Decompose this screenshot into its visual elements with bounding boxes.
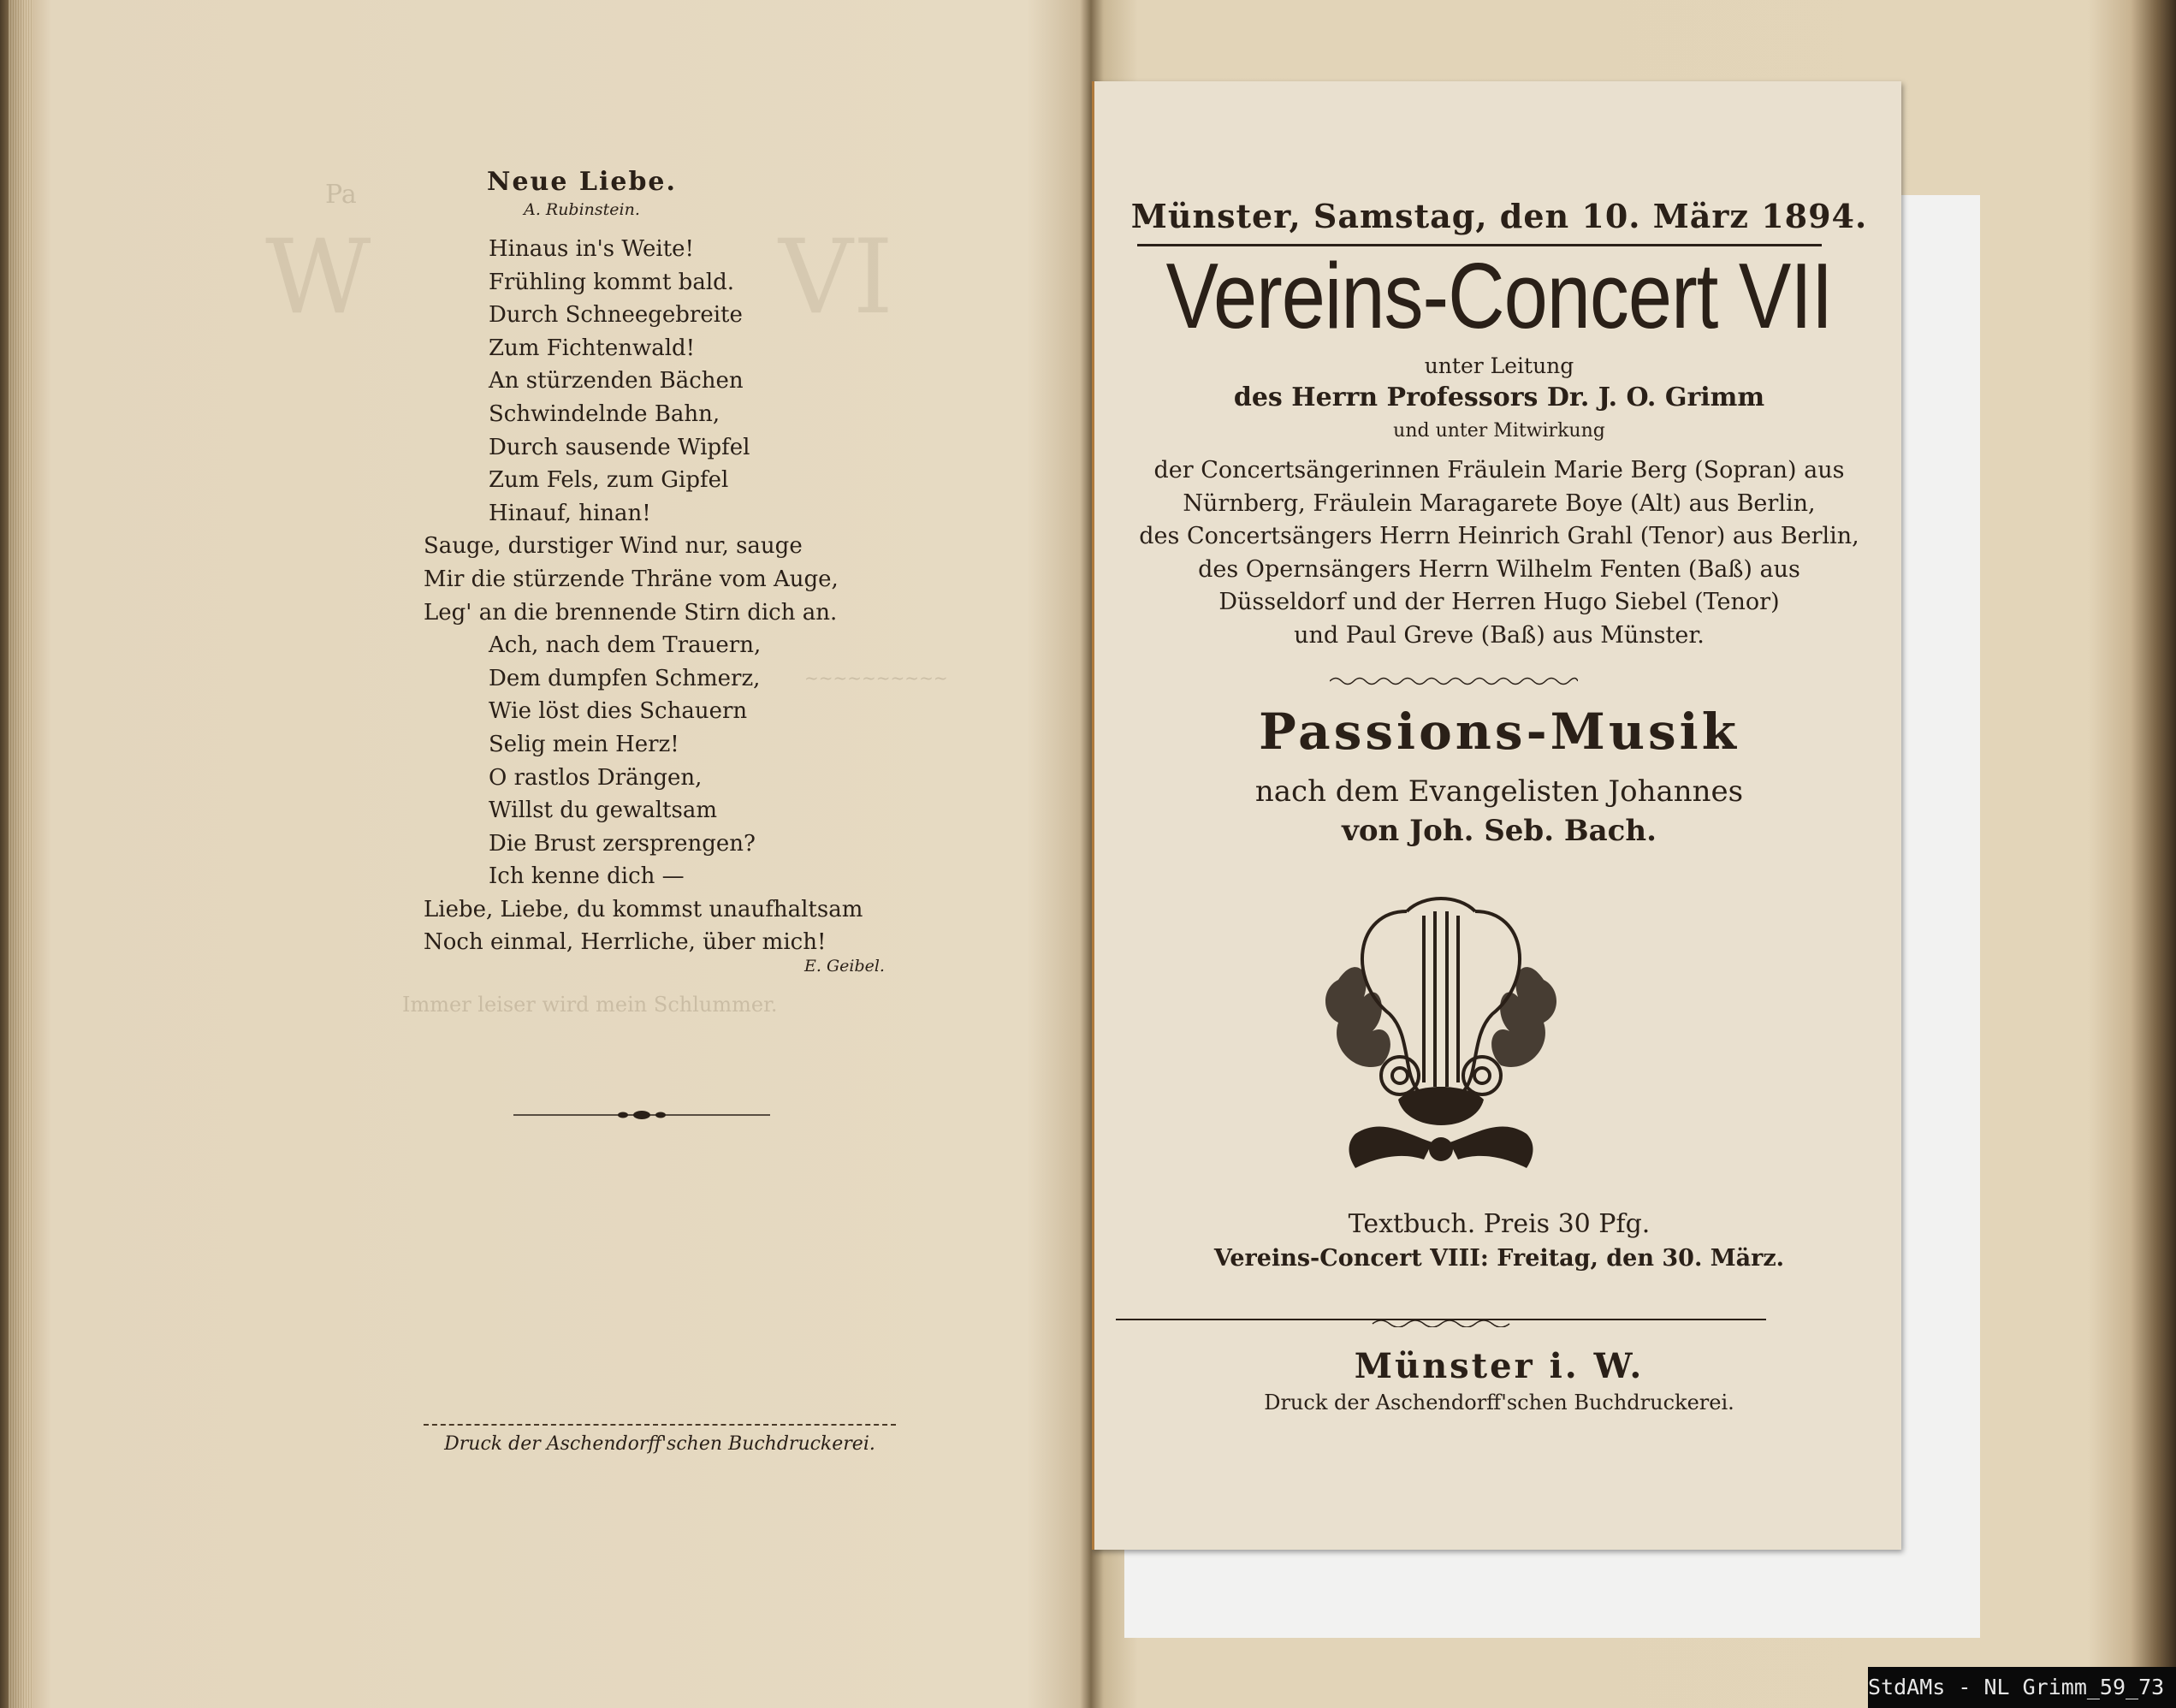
concert-program	[1092, 81, 1901, 1550]
poem-line: Willst du gewaltsam	[489, 798, 717, 824]
lyre-emblem-icon	[1304, 877, 1578, 1190]
bleed-through: Immer leiser wird mein Schlummer.	[402, 993, 778, 1017]
poem-line: Zum Fichtenwald!	[489, 335, 696, 361]
poem-line: Ich kenne dich —	[489, 863, 685, 890]
poem-line: Noch einmal, Herrliche, über mich!	[424, 929, 827, 956]
city-line: Münster i. W.	[1354, 1346, 1645, 1386]
work-title: Passions-Musik	[1259, 703, 1740, 761]
poem-line: Hinauf, hinan!	[489, 500, 651, 526]
poem-composer: A. Rubinstein.	[524, 200, 640, 219]
credit-line: des Opernsängers Herrn Wilhelm Fenten (Baß) aus	[1198, 555, 1800, 583]
credit-line: Nürnberg, Fräulein Maragarete Boye (Alt) aus Berlin,	[1183, 489, 1816, 517]
ornament-divider	[513, 1107, 770, 1123]
credit-line: des Concertsängers Herrn Heinrich Grahl (Tenor) aus Berlin,	[1139, 523, 1859, 549]
date-line: Münster, Samstag, den 10. März 1894.	[1130, 197, 1868, 235]
bleed-through: W	[265, 218, 371, 337]
page-edges	[9, 0, 33, 1708]
credit-line: Düsseldorf und der Herren Hugo Siebel (Tenor)	[1218, 589, 1780, 615]
conductor: des Herrn Professors Dr. J. O. Grimm	[1233, 383, 1765, 412]
poem-line: Wie löst dies Schauern	[489, 698, 748, 725]
poem-line: Frühling kommt bald.	[489, 269, 735, 295]
poem-line: Mir die stürzende Thräne vom Auge,	[424, 566, 839, 592]
bleed-through: VI	[779, 218, 894, 337]
performer-credits	[1094, 454, 1904, 652]
poem-line: Liebe, Liebe, du kommst unaufhaltsam	[424, 896, 863, 922]
wave-divider	[1330, 675, 1578, 687]
poem-line: An stürzenden Bächen	[489, 368, 744, 394]
bleed-through: Pa	[325, 180, 357, 210]
poem-line: Schwindelnde Bahn,	[489, 400, 720, 427]
left-page	[34, 0, 1087, 1708]
poem-line: Durch Schneegebreite	[489, 302, 743, 329]
ornament-rule	[1116, 1315, 1766, 1327]
textbook-price: Textbuch. Preis 30 Pfg.	[1348, 1209, 1651, 1239]
poem-line: O rastlos Drängen,	[489, 764, 703, 791]
left-footer: Druck der Aschendorff'schen Buchdruckerei.	[444, 1433, 875, 1455]
poem-line: Leg' an die brennende Stirn dich an.	[424, 599, 838, 626]
archive-signature-label: StdAMs - NL Grimm_59_73	[1868, 1667, 2176, 1708]
next-concert: Vereins-Concert VIII: Freitag, den 30. März.	[1213, 1245, 1785, 1272]
footer-rule	[424, 1424, 896, 1426]
printer-line: Druck der Aschendorff'schen Buchdruckerei.	[1264, 1391, 1734, 1414]
mitwirkung: und unter Mitwirkung	[1393, 420, 1605, 442]
poem-line: Sauge, durstiger Wind nur, sauge	[424, 533, 803, 560]
poem-line: Hinaus in's Weite!	[489, 236, 694, 262]
work-composer: von Joh. Seb. Bach.	[1342, 814, 1657, 848]
poem-line: Ach, nach dem Trauern,	[489, 632, 762, 659]
poem-line: Selig mein Herz!	[489, 731, 679, 757]
leitung-intro: unter Leitung	[1424, 353, 1574, 378]
credit-line: und Paul Greve (Baß) aus Münster.	[1294, 621, 1705, 649]
poem-author: E. Geibel.	[804, 957, 885, 976]
bleed-through: ~~~~~~~~~~	[804, 667, 948, 688]
poem-line: Dem dumpfen Schmerz,	[489, 665, 761, 691]
poem-line: Zum Fels, zum Gipfel	[489, 467, 729, 494]
poem-title: Neue Liebe.	[487, 167, 677, 197]
poem-line: Durch sausende Wipfel	[489, 434, 750, 460]
credit-line: der Concertsängerinnen Fräulein Marie Berg (Sopran) aus	[1153, 457, 1845, 483]
concert-title: Vereins-Concert VII	[1165, 245, 1833, 348]
poem	[424, 233, 903, 959]
work-subtitle: nach dem Evangelisten Johannes	[1254, 774, 1744, 809]
poem-line: Die Brust zersprengen?	[489, 830, 756, 857]
